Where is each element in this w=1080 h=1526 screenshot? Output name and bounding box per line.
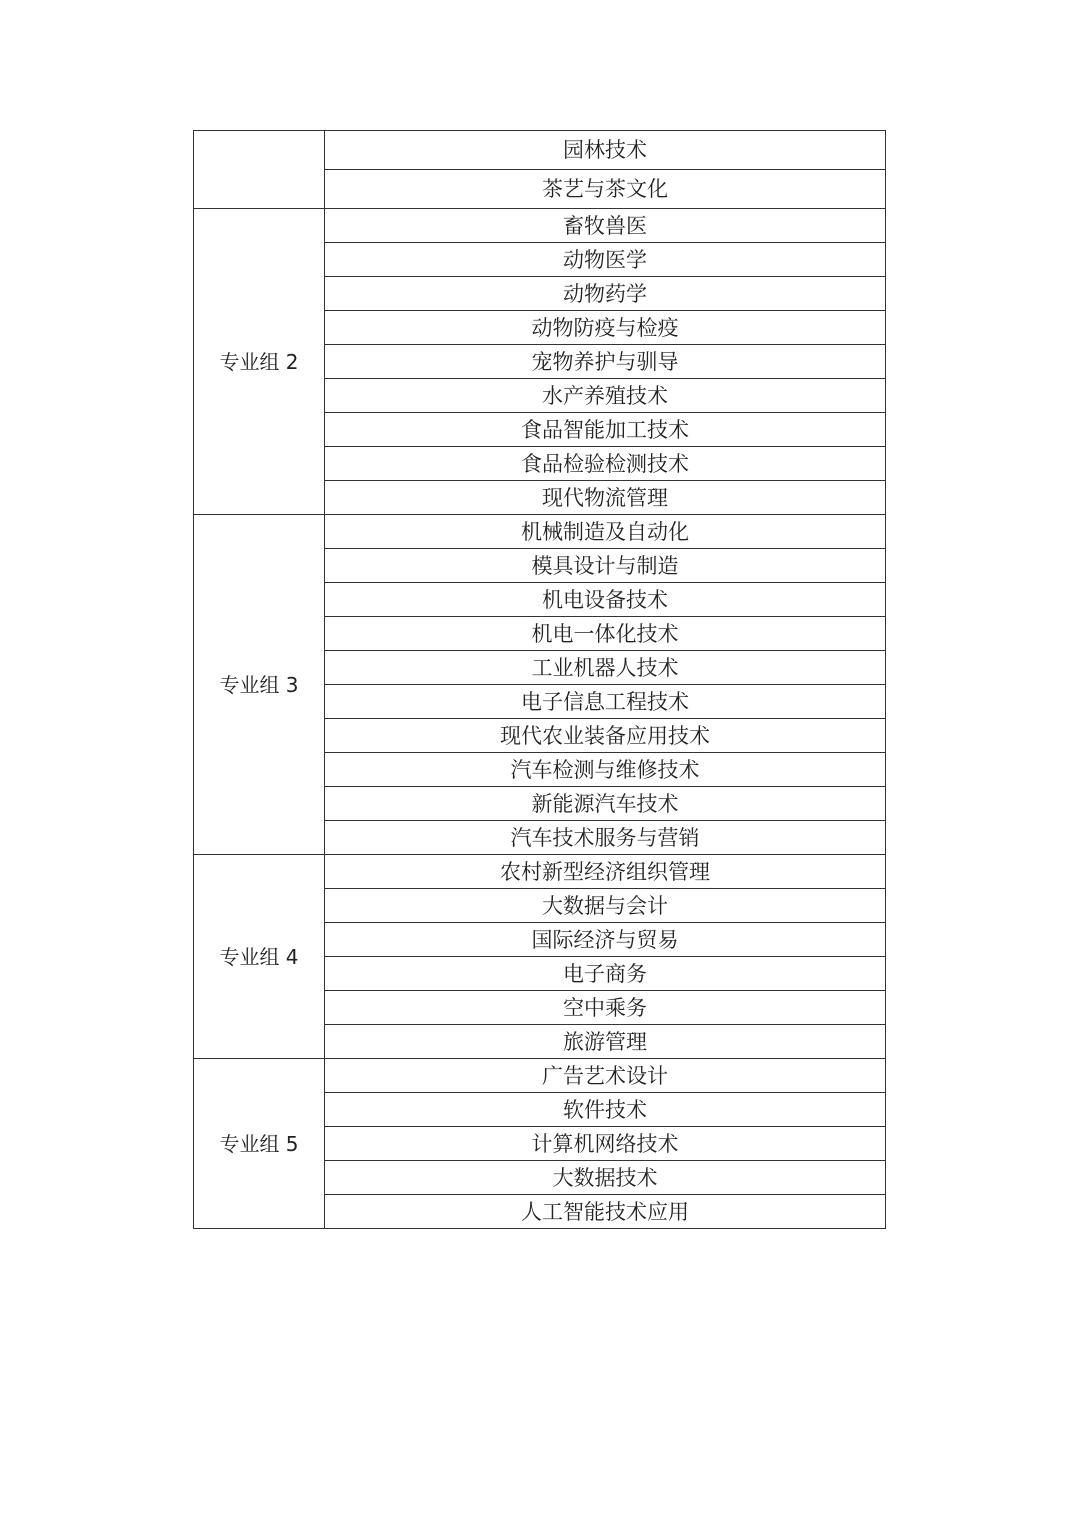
major-name-cell: 人工智能技术应用: [325, 1195, 886, 1229]
major-name-cell: 食品智能加工技术: [325, 413, 886, 447]
group-label-cell: 专业组 2: [194, 209, 325, 515]
group-label-cell: 专业组 3: [194, 515, 325, 855]
group-label-cell: [194, 131, 325, 209]
major-name-cell: 空中乘务: [325, 991, 886, 1025]
major-name-cell: 机电设备技术: [325, 583, 886, 617]
group-label-cell: 专业组 5: [194, 1059, 325, 1229]
major-name-cell: 国际经济与贸易: [325, 923, 886, 957]
major-group-table: [193, 130, 886, 1229]
major-name-cell: 电子商务: [325, 957, 886, 991]
table-row: [194, 1059, 886, 1093]
major-name-cell: 旅游管理: [325, 1025, 886, 1059]
major-name-cell: 机电一体化技术: [325, 617, 886, 651]
major-group-table-body: [194, 131, 886, 1229]
major-name-cell: 农村新型经济组织管理: [325, 855, 886, 889]
major-name-cell: 水产养殖技术: [325, 379, 886, 413]
major-name-cell: 机械制造及自动化: [325, 515, 886, 549]
major-name-cell: 宠物养护与驯导: [325, 345, 886, 379]
major-name-cell: 动物药学: [325, 277, 886, 311]
major-name-cell: 动物防疫与检疫: [325, 311, 886, 345]
major-name-cell: 园林技术: [325, 131, 886, 170]
major-name-cell: 模具设计与制造: [325, 549, 886, 583]
major-name-cell: 大数据与会计: [325, 889, 886, 923]
major-name-cell: 现代物流管理: [325, 481, 886, 515]
major-name-cell: 汽车技术服务与营销: [325, 821, 886, 855]
major-name-cell: 广告艺术设计: [325, 1059, 886, 1093]
major-name-cell: 动物医学: [325, 243, 886, 277]
major-name-cell: 电子信息工程技术: [325, 685, 886, 719]
major-name-cell: 大数据技术: [325, 1161, 886, 1195]
major-name-cell: 食品检验检测技术: [325, 447, 886, 481]
table-row: [194, 855, 886, 889]
major-name-cell: 畜牧兽医: [325, 209, 886, 243]
major-name-cell: 新能源汽车技术: [325, 787, 886, 821]
major-name-cell: 计算机网络技术: [325, 1127, 886, 1161]
major-name-cell: 工业机器人技术: [325, 651, 886, 685]
table-row: [194, 131, 886, 170]
major-name-cell: 茶艺与茶文化: [325, 170, 886, 209]
group-label-cell: 专业组 4: [194, 855, 325, 1059]
major-name-cell: 汽车检测与维修技术: [325, 753, 886, 787]
major-name-cell: 现代农业装备应用技术: [325, 719, 886, 753]
table-row: [194, 209, 886, 243]
table-row: [194, 515, 886, 549]
major-name-cell: 软件技术: [325, 1093, 886, 1127]
